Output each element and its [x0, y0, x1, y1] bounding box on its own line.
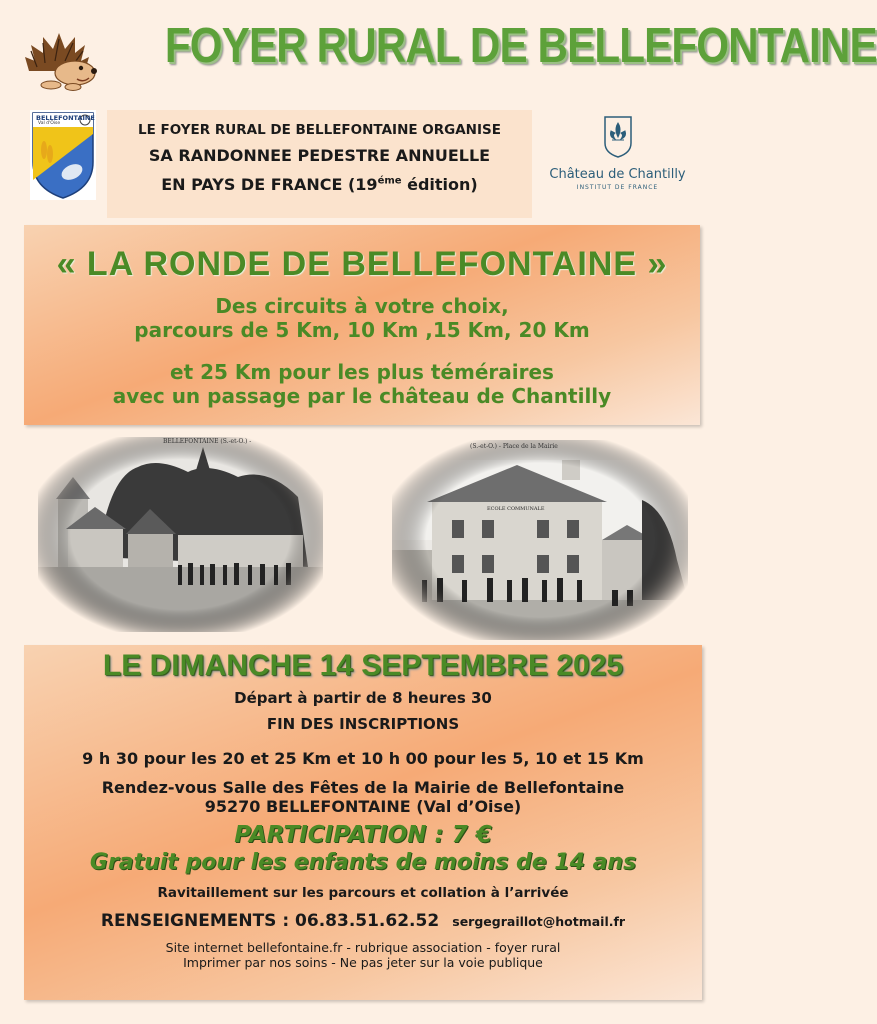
fleur-de-lis-icon [601, 115, 635, 159]
event-details-box [24, 645, 702, 1000]
contact-email[interactable]: sergegraillot@hotmail.fr [452, 914, 626, 929]
renseignements-row [24, 911, 702, 931]
print-notice: Imprimer par nos soins - Ne pas jeter sur la voie publique [183, 955, 543, 970]
photo-2-school-sign: ECOLE COMMUNALE [487, 506, 545, 512]
shield-label: BELLEFONTAINE [36, 114, 95, 122]
page-title: FOYER RURAL DE BELLEFONTAINE [164, 19, 877, 73]
chantilly-sub: INSTITUT DE FRANCE [576, 184, 659, 191]
free-for-children: Gratuit pour les enfants de moins de 14 ans [89, 850, 637, 875]
ronde-title: « LA RONDE DE BELLEFONTAINE » [56, 245, 668, 283]
fin-inscriptions: FIN DES INSCRIPTIONS [266, 715, 460, 733]
ronde-box [24, 225, 700, 425]
site-internet: Site internet bellefontaine.fr - rubrique association - foyer rural [165, 940, 561, 955]
intro-line-3: EN PAYS DE FRANCE ($19^{éme}$ édition) [161, 175, 478, 194]
horaires: 9 h 30 pour les 20 et 25 Km et 10 h 00 pour les 5, 10 et 15 Km [82, 749, 644, 768]
circuits-line-1: Des circuits à votre choix, [215, 294, 509, 318]
rendez-vous-line-1: Rendez-vous Salle des Fêtes de la Mairie de Bellefontaine [101, 778, 625, 797]
rendez-vous-line-2: 95270 BELLEFONTAINE (Val d’Oise) [204, 797, 522, 816]
photo-1-caption: BELLEFONTAINE (S.-et-O.) - [163, 438, 252, 445]
intro-line-1: LE FOYER RURAL DE BELLEFONTAINE ORGANISE [138, 122, 501, 138]
depart-time: Départ à partir de 8 heures 30 [234, 689, 492, 707]
vintage-photo-village [38, 437, 323, 632]
bellefontaine-shield-logo [30, 110, 96, 200]
circuits-line-2: parcours de 5 Km, 10 Km ,15 Km, 20 Km [134, 318, 590, 342]
renseignements-phone: RENSEIGNEMENTS : 06.83.51.62.52 [100, 911, 440, 931]
shield-sublabel: Val d'Oise [38, 121, 61, 126]
chantilly-name: Château de Chantilly [549, 167, 686, 182]
chateau-chantilly-logo [540, 115, 695, 195]
intro-box [107, 110, 532, 218]
vintage-photo-mairie [392, 440, 688, 640]
circuits-line-3: et 25 Km pour les plus téméraires [170, 360, 554, 384]
ravitaillement: Ravitaillement sur les parcours et collation à l’arrivée [157, 885, 569, 901]
participation-price: PARTICIPATION : 7 € [234, 822, 492, 848]
hedgehog-logo [23, 27, 101, 93]
photo-2-caption: (S.-et-O.) - Place de la Mairie [470, 443, 558, 450]
event-date: LE DIMANCHE 14 SEPTEMBRE 2025 [102, 649, 624, 682]
intro-line-2: SA RANDONNEE PEDESTRE ANNUELLE [148, 146, 491, 165]
circuits-line-4: avec un passage par le château de Chantilly [112, 384, 612, 408]
